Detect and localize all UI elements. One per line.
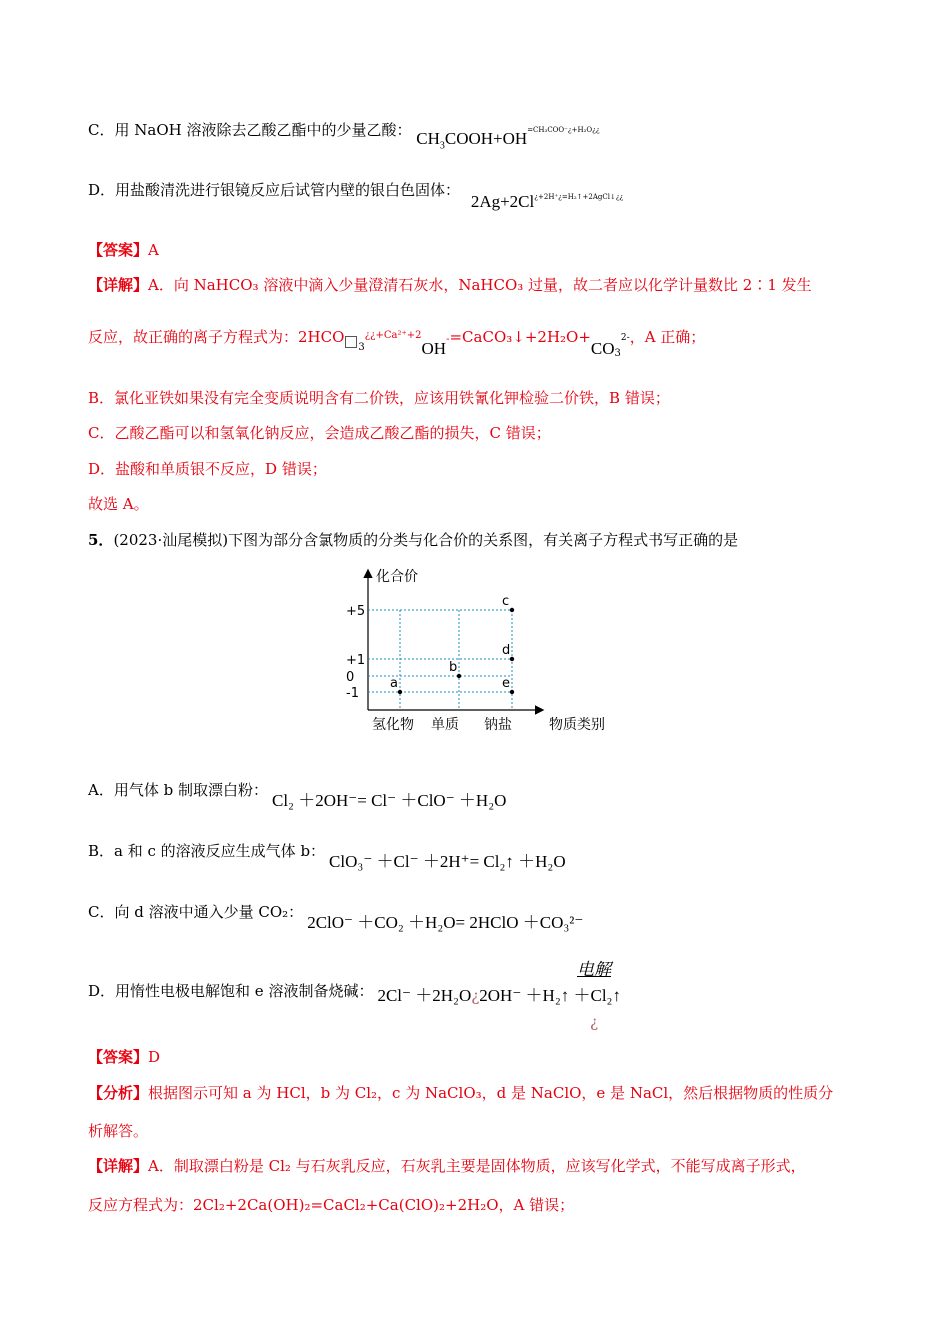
answer-value: A [148,241,159,259]
q5-option-c-formula: 2ClO⁻ ＋CO₂ ＋H₂O= 2HClO ＋CO₃²⁻ [307,913,584,932]
q5-option-a [88,780,507,810]
valence-category-chart [330,565,630,745]
option-d-label: D．用盐酸清洗进行银镜反应后试管内壁的银白色固体： [88,181,461,199]
electrolysis-condition: 电解 [577,960,611,980]
y-tick-label: +5 [346,604,366,619]
detail-1-line-d: D．盐酸和单质银不反应，D 错误； [88,460,327,478]
analysis-line-2: 析解答。 [88,1122,149,1140]
q5-option-a-label: A．用气体 b 制取漂白粉： [88,781,268,799]
point-label-e: e [502,676,510,691]
detail-1-line-1: 【详解】A．向 NaHCO₃ 溶液中滴入少量澄清石灰水，NaHCO₃ 过量，故二者应以化学计量数比 2∶1 发生 [88,276,812,294]
q5-option-b [88,841,566,871]
point-label-a: a [390,676,398,691]
point-label-b: b [449,660,458,675]
point-a [398,690,402,694]
electrolysis-under-mark: ¿ [590,1013,599,1031]
question-number: 5． [88,531,114,549]
detail-1-line-c: C．乙酸乙酯可以和氢氧化钠反应，会造成乙酸乙酯的损失，C 错误； [88,424,551,442]
option-c-formula: $CH_3COOH+OH$ [416,129,528,152]
y-tick-label: +1 [346,653,366,668]
answer-tag: 【答案】 [88,241,149,259]
point-c [510,608,514,612]
point-b [457,674,461,678]
placeholder-box-icon [345,336,357,348]
option-c [88,120,600,152]
q5-option-d: D．用惰性电极电解饱和 e 溶液制备烧碱： 2Cl⁻ ＋2H₂O¿2OH⁻ ＋H₂↑ ＋Cl₂↑ [88,982,621,1005]
data-points [390,594,514,694]
detail-2-line-2: 反应方程式为：2Cl₂+2Ca(OH)₂=CaCl₂+Ca(ClO)₂+2H₂O，A 错误； [88,1196,575,1214]
point-label-c: c [502,594,510,609]
x-axis-label: 物质类别 [549,717,605,733]
q5-option-d-formula-left: 2Cl⁻ ＋2H₂O [377,986,472,1005]
option-d-formula: 2Ag+2Cl [470,192,535,211]
option-c-formula-tail: =CH₃COO⁻¿+H₂O¿¿ [527,126,600,134]
q5-option-d-formula-right: 2OH⁻ ＋H₂↑ ＋Cl₂↑ [479,986,621,1005]
question-5 [88,530,738,550]
category-label: 氢化物 [372,717,414,733]
y-axis-label: 化合价 [376,569,418,585]
q5-option-a-formula: Cl₂ ＋2OH⁻= Cl⁻ ＋ClO⁻ ＋H₂O [271,791,507,810]
detail-1-line-2: 反应，故正确的离子方程式为：$2HCO_3^{¿¿+Ca^{2+}+2}OH-=CaCO_3↓+2H_2O+CO_32-$，A 正确； [88,328,706,359]
q5-option-d-label: D．用惰性电极电解饱和 e 溶液制备烧碱： [88,982,374,1000]
point-d [510,657,514,661]
analysis-line-1: 【分析】根据图示可知 a 为 HCl，b 为 Cl₂，c 为 NaClO₃，d 是 NaClO，e 是 NaCl，然后根据物质的性质分 [88,1084,834,1102]
detail-2-line-1: 【详解】A．制取漂白粉是 Cl₂ 与石灰乳反应，石灰乳主要是固体物质，应该写化学式，不能写成离子形式， [88,1157,806,1175]
option-c-label: C．用 NaOH 溶液除去乙酸乙酯中的少量乙酸： [88,121,412,139]
q5-option-b-formula: ClO₃⁻ ＋Cl⁻ ＋2H⁺= Cl₂↑ ＋H₂O [329,852,566,871]
x-category-labels [372,716,512,733]
detail-tag: 【详解】 [88,276,149,294]
y-tick-label: 0 [346,670,355,685]
category-label: 单质 [431,717,459,733]
q5-option-c-label: C．向 d 溶液中通入少量 CO₂： [88,903,304,921]
detail-1-conclusion: 故选 A。 [88,495,149,513]
detail-1-line-b: B．氯化亚铁如果没有完全变质说明含有二价铁，应该用铁氰化钾检验二价铁，B 错误； [88,389,670,407]
y-tick-label: -1 [346,686,359,701]
grid-lines [368,610,512,710]
category-label: 钠盐 [484,717,512,733]
point-label-d: d [502,643,511,658]
option-d [88,180,624,211]
y-tick-labels [346,604,365,701]
q5-option-b-label: B．a 和 c 的溶液反应生成气体 b： [88,842,326,860]
question-text: (2023·汕尾模拟)下图为部分含氯物质的分类与化合价的关系图，有关离子方程式书写正确的是 [113,531,739,549]
option-d-formula-tail: ¿+2H⁺¿=H₂↑+2AgCl↓¿¿ [534,193,624,201]
answer-1 [88,240,159,260]
point-e [510,690,514,694]
q5-option-c [88,902,584,932]
answer-2: 【答案】D [88,1048,161,1066]
